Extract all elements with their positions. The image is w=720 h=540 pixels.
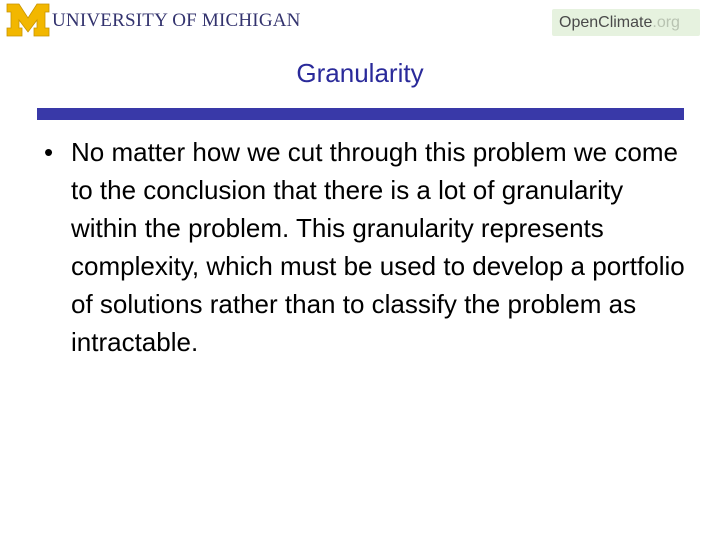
slide-title-text: Granularity xyxy=(296,58,424,88)
bullet-list xyxy=(44,133,694,361)
bullet-item xyxy=(44,133,694,361)
logo-open-text: Open xyxy=(559,13,599,31)
title-rule xyxy=(37,108,684,120)
logo-org-text: .org xyxy=(652,13,680,31)
slide-title xyxy=(0,58,720,89)
university-of-michigan-logo xyxy=(6,3,301,37)
logo-climate-text: Climate xyxy=(598,13,653,31)
openclimate-logo xyxy=(552,9,700,36)
bullet-dot-icon: • xyxy=(44,137,54,167)
block-m-icon xyxy=(6,3,50,37)
university-wordmark: UNIVERSITY OF MICHIGAN xyxy=(52,10,301,31)
slide-header xyxy=(0,0,720,44)
bullet-text: No matter how we cut through this problem we come to the conclusion that there is a lot of granularity within the problem. This granularity represents complexity, which must be used to develop a portfolio of solutions rather than to classify the problem as intractable. xyxy=(71,137,685,357)
